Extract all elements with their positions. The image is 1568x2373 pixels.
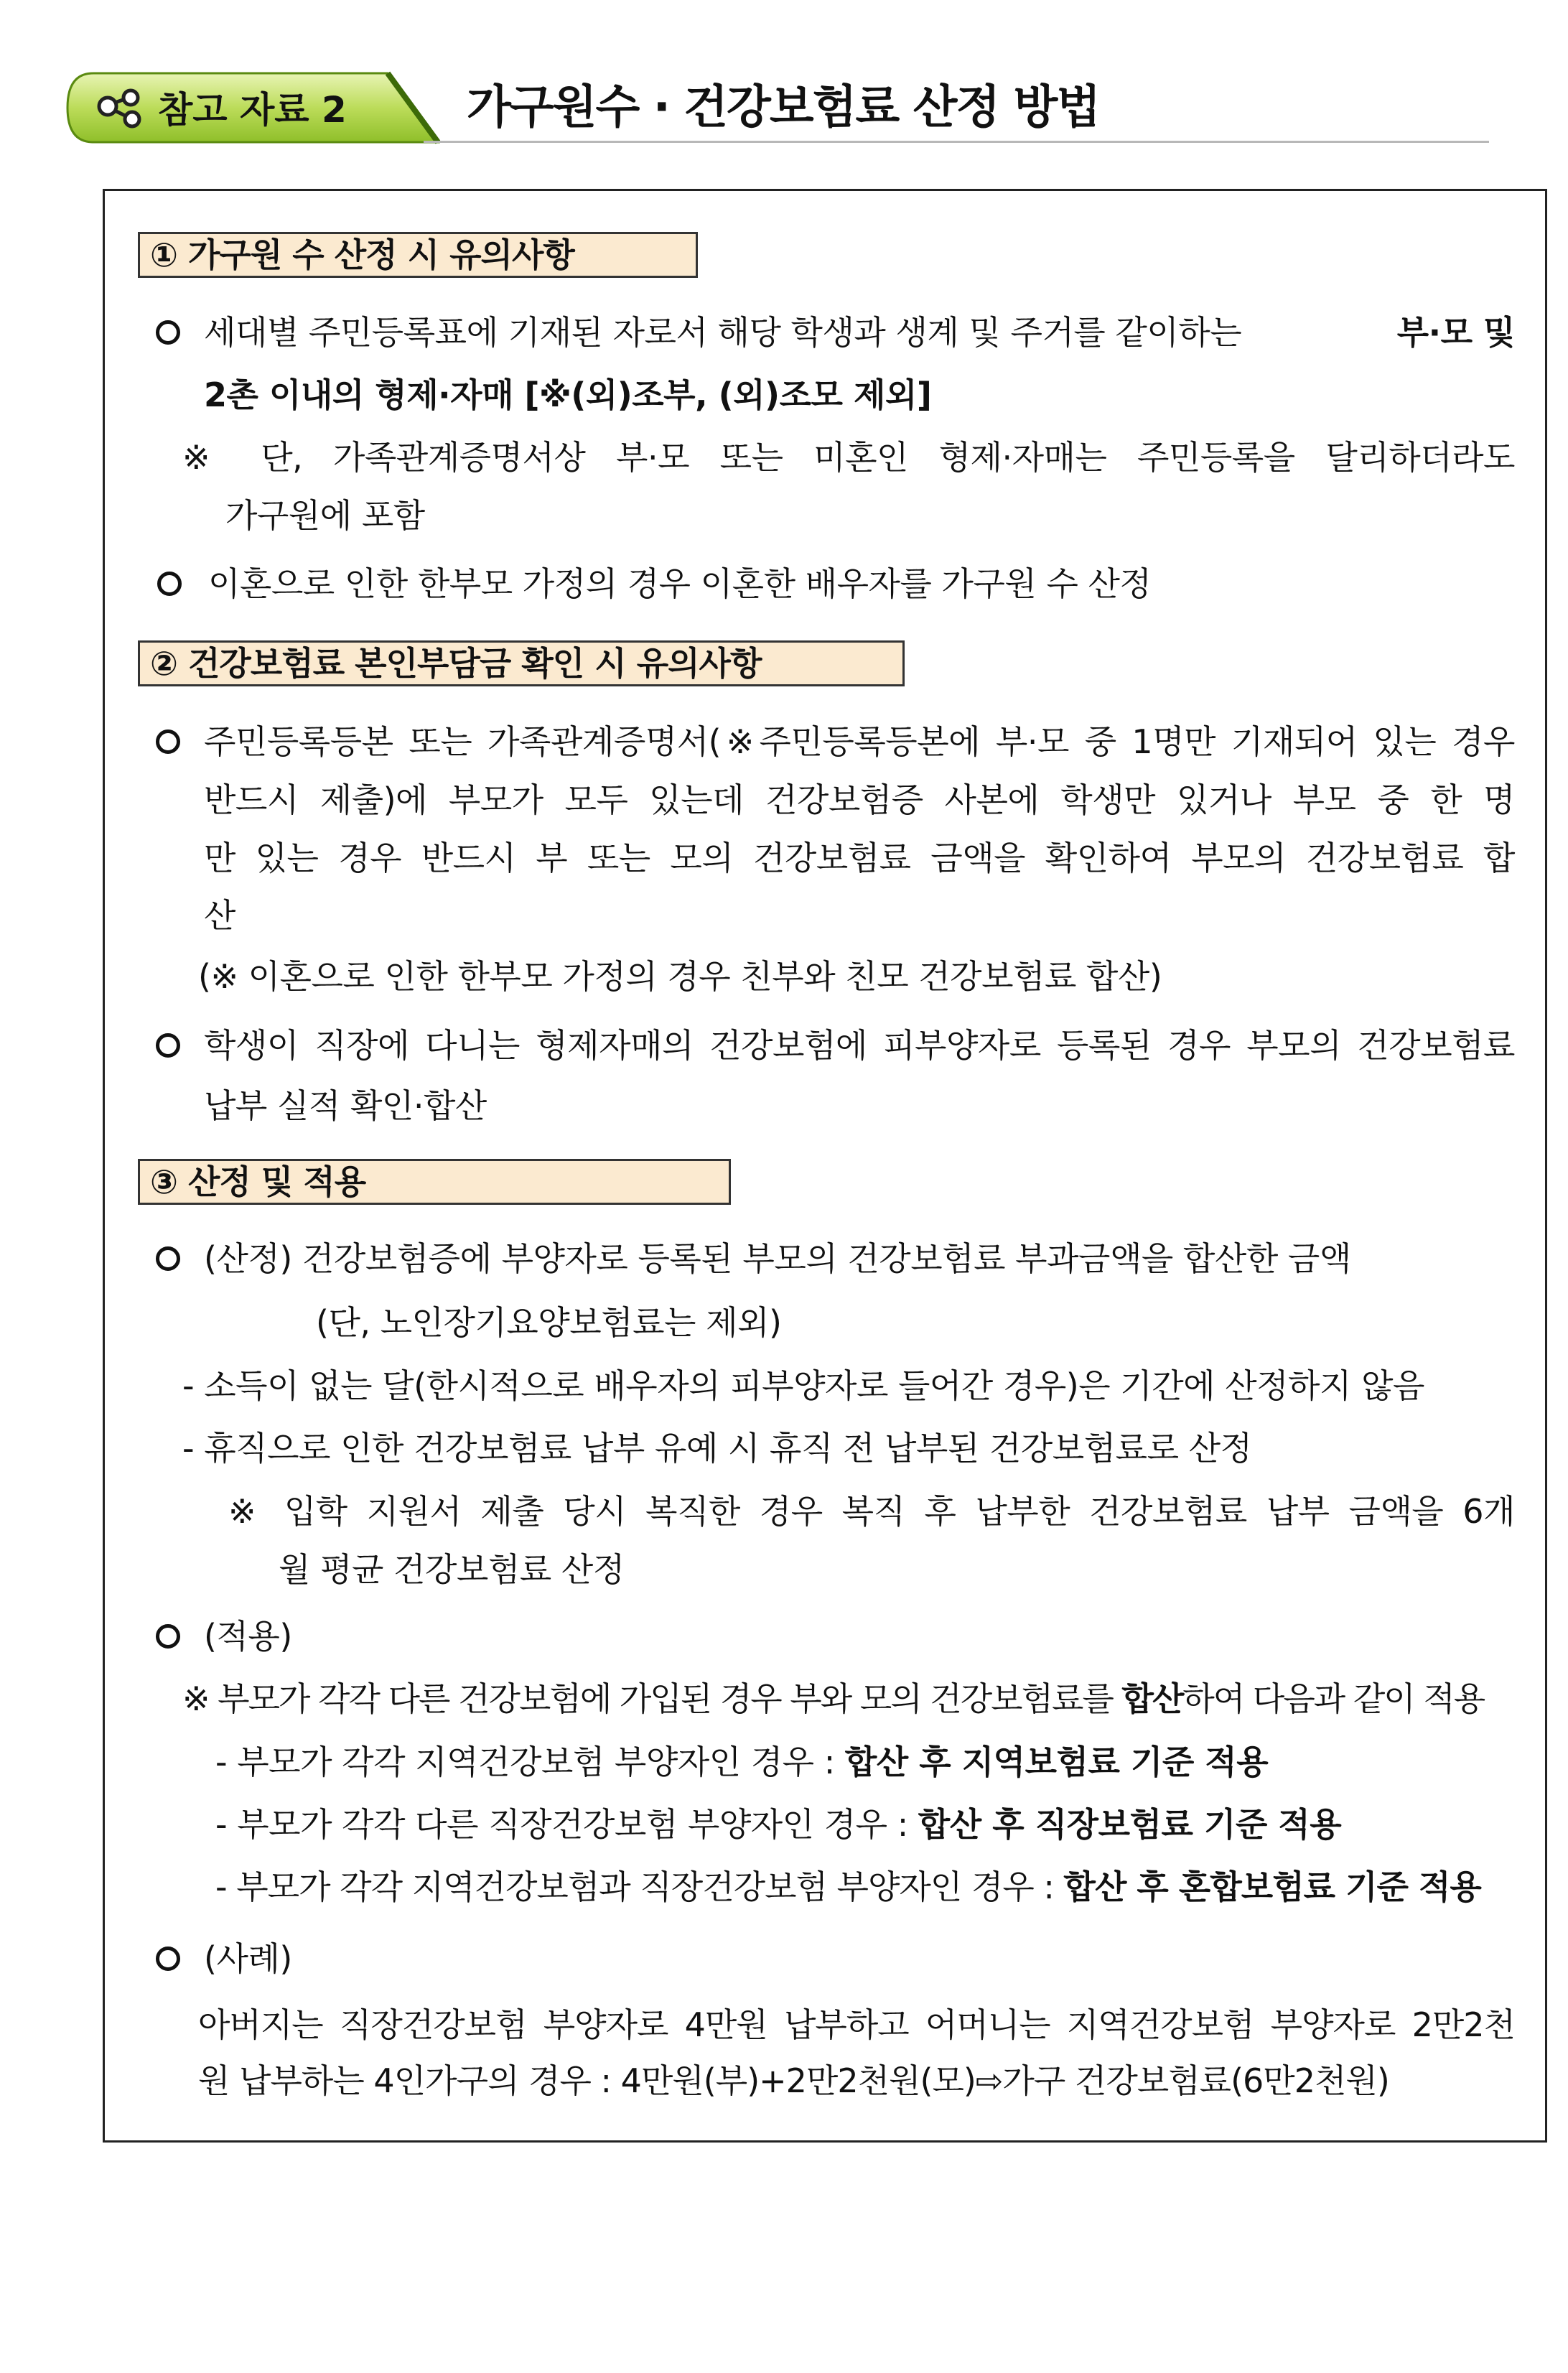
s3-para3: (사례) [204,1939,292,1978]
s3-note2-text-end: 하여 다음과 같이 적용 [1182,1679,1485,1718]
section-heading-calculation: ③ 산정 및 적용 [138,1159,731,1205]
s3-dash5 [215,1865,1481,1908]
s3-dash3 [215,1740,1268,1784]
bullet-circle-icon [157,572,182,596]
s3-para2: (적용) [204,1617,292,1656]
section-heading-insurance: ② 건강보험료 본인부담금 확인 시 유의사항 [138,640,905,686]
s3-dash2: - 휴직으로 인한 건강보험료 납부 유예 시 휴직 전 납부된 건강보험료로 산정 [182,1429,1252,1468]
s1-note1-line1: ※ 단, 가족관계증명서상 부·모 또는 미혼인 형제·자매는 주민등록을 달리하더라도 [182,438,1515,477]
s2-para2-line2: 납부 실적 확인·합산 [204,1086,487,1125]
bullet-circle-icon [156,320,180,345]
s3-para1: (산정) 건강보험증에 부양자로 등록된 부모의 건강보험료 부과금액을 합산한 금액 [204,1239,1351,1278]
s1-para2: 이혼으로 인한 한부모 가정의 경우 이혼한 배우자를 가구원 수 산정 [208,564,1152,603]
s2-para1-line4: 산 [204,896,235,935]
s3-dash4 [215,1803,1341,1846]
s2-para1-line3: 만 있는 경우 반드시 부 또는 모의 건강보험료 금액을 확인하여 부모의 건강보험료 합 [204,839,1515,877]
s3-dash4-bold: 합산 후 직장보험료 기준 적용 [918,1805,1342,1844]
s2-para2-line1: 학생이 직장에 다니는 형제자매의 건강보험에 피부양자로 등록된 경우 부모의 건강보험료 [204,1026,1515,1065]
s2-para1-line1: 주민등록등본 또는 가족관계증명서(※주민등록등본에 부·모 중 1명만 기재되어 있는 경우 [204,722,1515,761]
s3-note2-bold: 합산 [1121,1679,1183,1718]
page-title: 가구원수 · 건강보험료 산정 방법 [467,81,1100,134]
bullet-circle-icon [156,729,180,754]
s3-dash3-bold: 합산 후 지역보험료 기준 적용 [844,1743,1269,1781]
s1-para1-text: 세대별 주민등록표에 기재된 자로서 해당 학생과 생계 및 주거를 같이하는 [204,313,1242,352]
header-tab-label: 참고 자료 2 [158,89,347,131]
section-heading-household: ① 가구원 수 산정 시 유의사항 [138,232,698,278]
s3-note1-line1: ※ 입학 지원서 제출 당시 복직한 경우 복직 후 납부한 건강보험료 납부 금액을 6개 [228,1492,1515,1531]
s2-note1: (※ 이혼으로 인한 한부모 가정의 경우 친부와 친모 건강보험료 합산) [198,957,1162,996]
s1-note1-line2: 가구원에 포함 [225,496,425,535]
s3-dash4-text: - 부모가 각각 다른 직장건강보험 부양자인 경우 : [215,1805,918,1844]
s1-para1-bold: 부·모 및 [1396,313,1515,352]
bullet-circle-icon [156,1033,180,1058]
bullet-circle-icon [156,1246,180,1271]
s3-example-line2: 원 납부하는 4인가구의 경우 : 4만원(부)+2만2천원(모)⇨가구 건강보험료(6만2천원) [198,2061,1389,2100]
header-tab [65,70,445,145]
s3-example-line1: 아버지는 직장건강보험 부양자로 4만원 납부하고 어머니는 지역건강보험 부양자로 2만2천 [198,2005,1515,2044]
s3-note2-text: ※ 부모가 각각 다른 건강보험에 가입된 경우 부와 모의 건강보험료를 [182,1679,1122,1718]
s3-dash3-text: - 부모가 각각 지역건강보험 부양자인 경우 : [215,1743,845,1781]
s1-para1-line2: 2촌 이내의 형제·자매 [※(외)조부, (외)조모 제외] [204,376,932,414]
s3-dash5-text: - 부모가 각각 지역건강보험과 직장건강보험 부양자인 경우 : [215,1868,1064,1906]
bullet-circle-icon [156,1624,180,1649]
bullet-circle-icon [156,1947,180,1971]
s3-note1-line2: 월 평균 건강보험료 산정 [279,1550,625,1589]
s3-note2 [182,1677,1484,1720]
s3-para1-sub: (단, 노인장기요양보험료는 제외) [316,1303,782,1342]
header-divider [424,141,1489,143]
s2-para1-line2: 반드시 제출)에 부모가 모두 있는데 건강보험증 사본에 학생만 있거나 부모 중 한 명 [204,780,1515,819]
s3-dash1: - 소득이 없는 달(한시적으로 배우자의 피부양자로 들어간 경우)은 기간에 산정하지 않음 [182,1366,1424,1405]
s3-dash5-bold: 합산 후 혼합보험료 기준 적용 [1063,1868,1481,1906]
s1-para1-line1 [204,311,1515,354]
